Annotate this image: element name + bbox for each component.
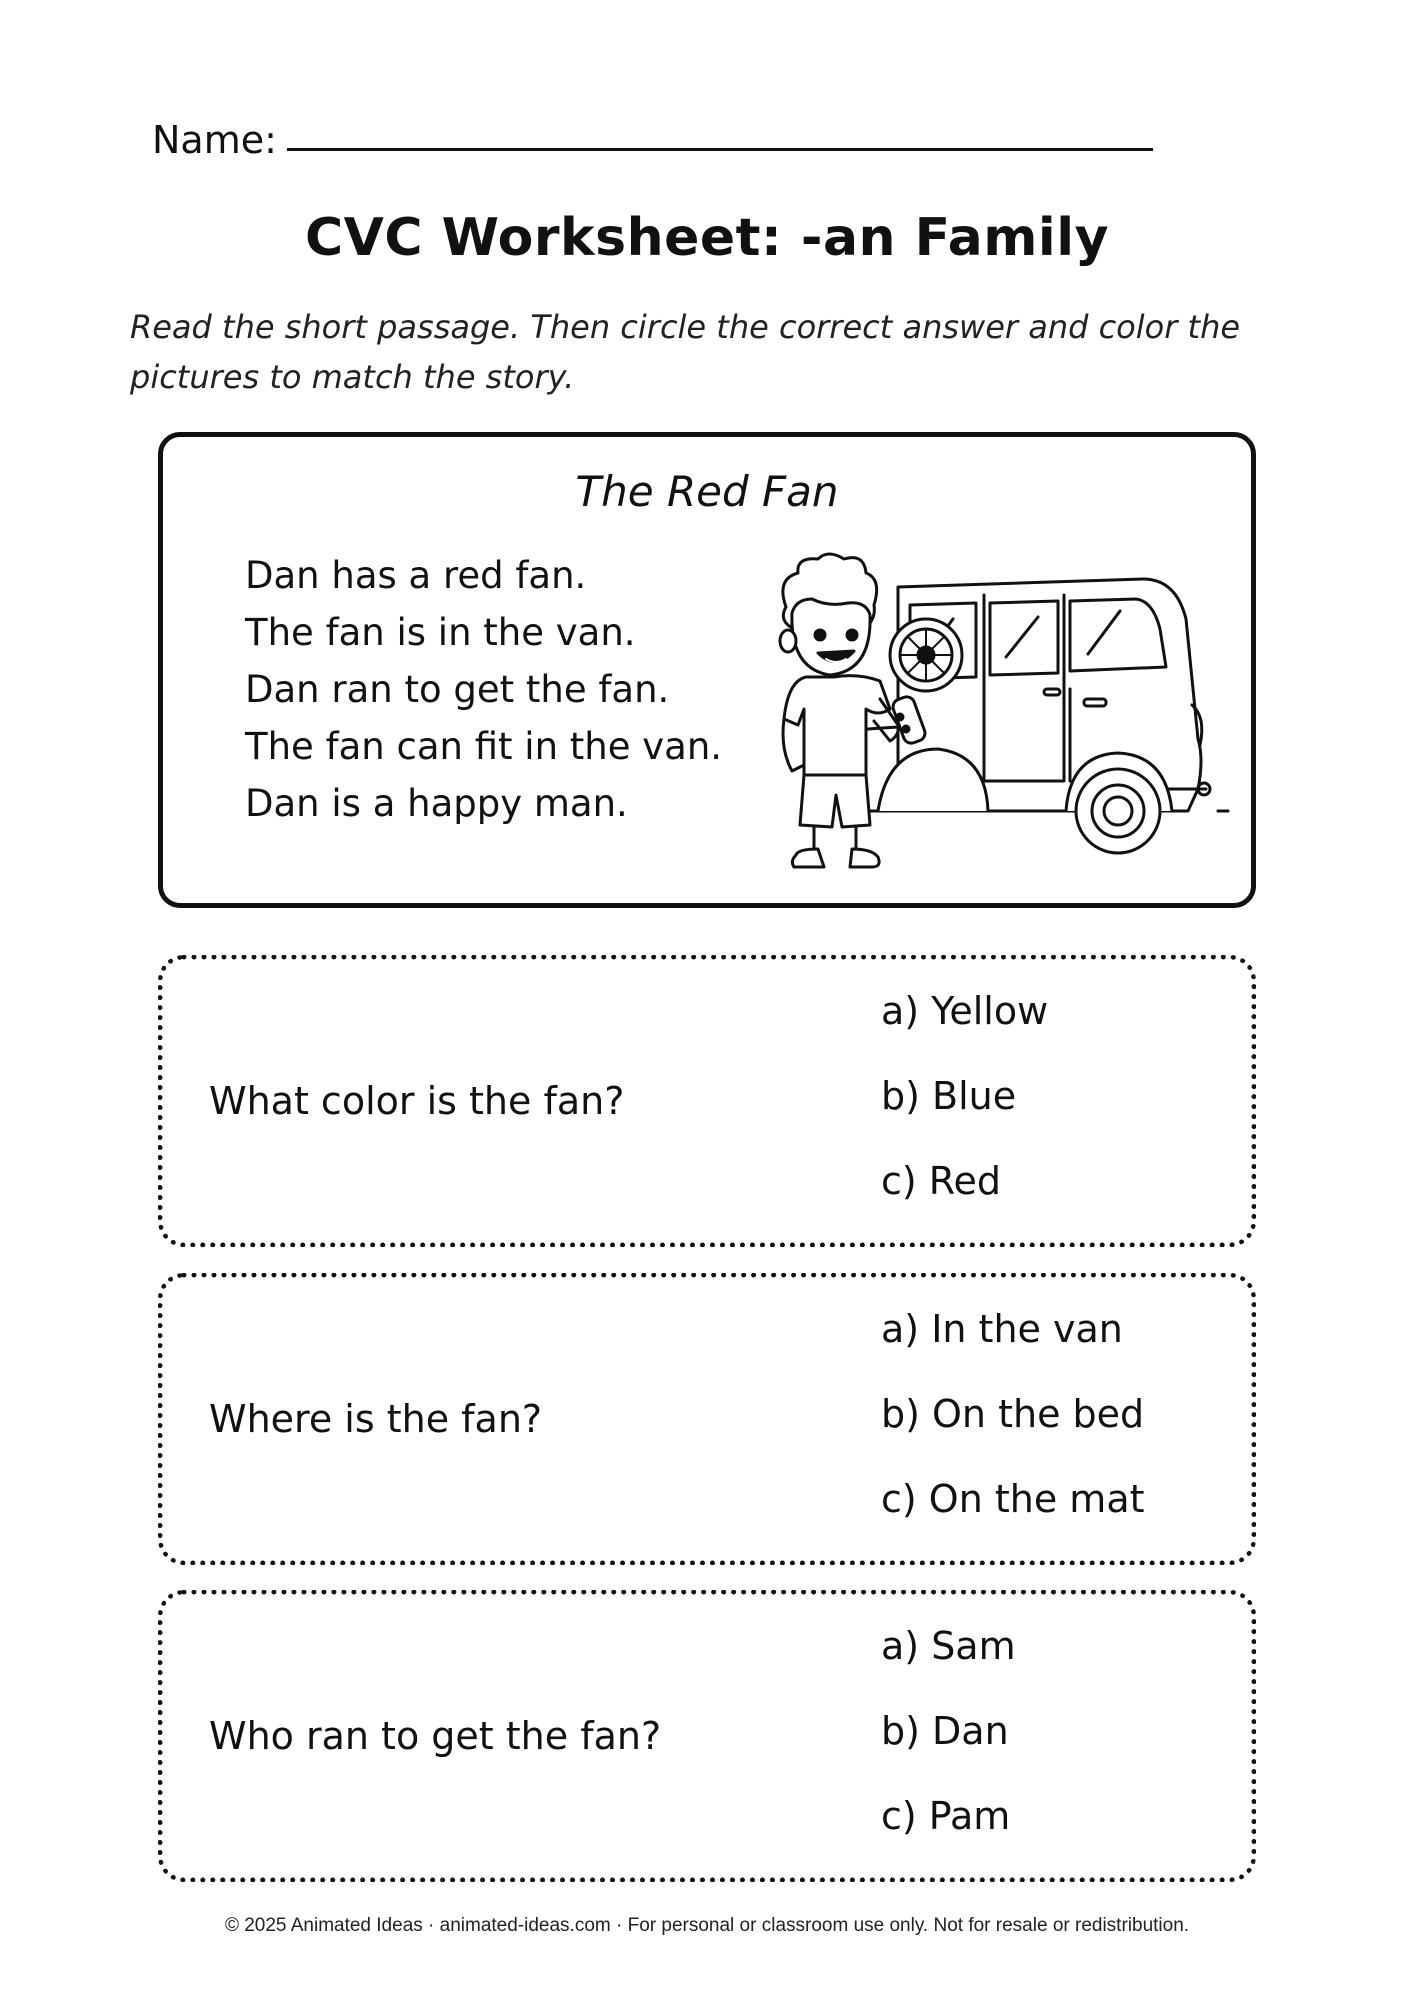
- answer-option[interactable]: c) Pam: [881, 1794, 1011, 1838]
- answer-option[interactable]: a) Sam: [881, 1624, 1016, 1668]
- question-box-2: [158, 1273, 1256, 1565]
- question-text: Who ran to get the fan?: [209, 1714, 662, 1758]
- answer-options: [881, 1621, 1016, 1876]
- story-line: Dan is a happy man.: [245, 782, 628, 825]
- answer-option[interactable]: b) Dan: [881, 1709, 1009, 1753]
- story-title: The Red Fan: [575, 467, 839, 516]
- boy-with-fan-and-van-illustration: [748, 549, 1243, 875]
- name-write-line[interactable]: [287, 148, 1153, 151]
- question-text: Where is the fan?: [209, 1397, 543, 1441]
- story-line: The fan can fit in the van.: [245, 725, 723, 768]
- answer-option[interactable]: a) In the van: [881, 1307, 1123, 1351]
- boy-icon: [780, 554, 898, 867]
- question-box-3: [158, 1590, 1256, 1882]
- question-text: What color is the fan?: [209, 1079, 625, 1123]
- answer-options: [881, 986, 1048, 1241]
- story-line: Dan ran to get the fan.: [245, 668, 670, 711]
- story-lines: [245, 547, 722, 832]
- name-field[interactable]: [152, 118, 1153, 162]
- instructions: Read the short passage. Then circle the correct answer and color the pictures to match the story.: [130, 308, 1241, 396]
- story-box: [158, 432, 1256, 908]
- copyright-footer: © 2025 Animated Ideas · animated-ideas.com · For personal or classroom use only. Not for resale or redistribution.: [224, 1915, 1190, 1936]
- name-label: Name:: [152, 118, 277, 162]
- story-line: Dan has a red fan.: [245, 554, 587, 597]
- answer-option[interactable]: b) On the bed: [881, 1392, 1145, 1436]
- answer-option[interactable]: b) Blue: [881, 1074, 1017, 1118]
- answer-option[interactable]: c) Red: [881, 1159, 1001, 1203]
- worksheet-title: CVC Worksheet: -an Family: [305, 208, 1109, 268]
- answer-option[interactable]: a) Yellow: [881, 989, 1049, 1033]
- story-line: The fan is in the van.: [245, 611, 636, 654]
- answer-options: [881, 1304, 1145, 1559]
- question-box-1: [158, 955, 1256, 1247]
- answer-option[interactable]: c) On the mat: [881, 1477, 1145, 1521]
